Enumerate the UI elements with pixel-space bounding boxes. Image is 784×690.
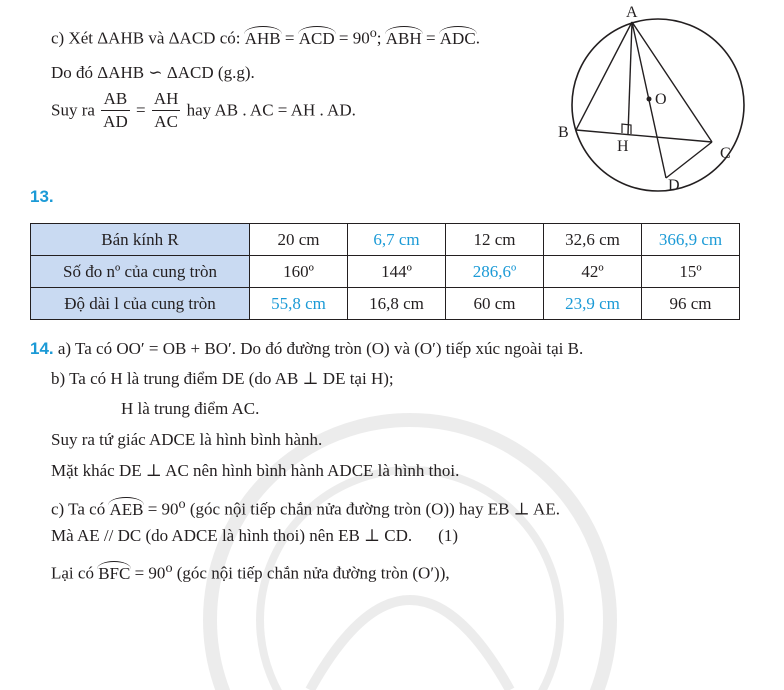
- similar-triangles-line: Do đó ΔAHB ∽ ΔACD (g.g).: [51, 63, 255, 82]
- label-c: C: [720, 145, 731, 162]
- table-row: [31, 224, 740, 256]
- table-cell: 60 cm: [446, 288, 544, 320]
- row-header: Độ dài l của cung tròn: [31, 288, 250, 320]
- table-cell: 6,7 cm: [348, 224, 446, 256]
- part-c-line: c) Xét ΔAHB và ΔACD có: AHB = ACD = $90^o$; ABH = ADC.: [51, 25, 480, 48]
- label-a: A: [626, 4, 638, 21]
- table-cell: 16,8 cm: [348, 288, 446, 320]
- exercise-14-line-a: 14. a) Ta có OO′ = OB + BO′. Do đó đường tròn (O) và (O′) tiếp xúc ngoài tại B.: [30, 339, 584, 358]
- exercise-13-number: 13.: [30, 187, 54, 206]
- label-b: B: [558, 124, 569, 141]
- segment-bc: [576, 130, 712, 142]
- exercise-14-line-d: Mà AE // DC (do ADCE là hình thoi) nên EB ⊥ CD. (1): [51, 526, 458, 545]
- table-cell: 144º: [348, 256, 446, 288]
- table-cell: 55,8 cm: [250, 288, 348, 320]
- row-header: Số đo nº của cung tròn: [31, 256, 250, 288]
- segment-ac: [632, 22, 712, 142]
- table-cell: 42º: [544, 256, 642, 288]
- right-angle-mark: [622, 124, 631, 134]
- exercise-14-line-c: c) Ta có AEB = $90^o$ (góc nội tiếp chắn nửa đường tròn (O)) hay EB ⊥ AE.: [51, 496, 560, 519]
- label-d: D: [668, 177, 680, 194]
- table-cell: 96 cm: [642, 288, 740, 320]
- table-cell: 15º: [642, 256, 740, 288]
- table-cell: 286,6º: [446, 256, 544, 288]
- label-h: H: [617, 138, 629, 155]
- table-cell: 12 cm: [446, 224, 544, 256]
- exercise-14-line-b: b) Ta có H là trung điểm DE (do AB ⊥ DE tại H);: [51, 369, 394, 388]
- arc-abh: ABH: [385, 28, 422, 48]
- exercise-14-line-b4: Mặt khác DE ⊥ AC nên hình bình hành ADCE là hình thoi.: [51, 461, 460, 480]
- table-cell: 32,6 cm: [544, 224, 642, 256]
- circle-figure: [548, 0, 784, 200]
- segment-ah: [628, 22, 632, 134]
- exercise-14-line-b2: H là trung điểm AC.: [121, 399, 260, 418]
- row-header: Bán kính R: [31, 224, 250, 256]
- fraction-ab-ad: $\frac{AB}{AD}$: [103, 89, 128, 131]
- exercise-14-line-e: Lại có BFC = $90^o$ (góc nội tiếp chắn nửa đường tròn (O′)),: [51, 560, 450, 583]
- exercise-14-number: 14.: [30, 339, 54, 358]
- center-point-o: [647, 97, 652, 102]
- table-cell: 366,9 cm: [642, 224, 740, 256]
- table-row: [31, 288, 740, 320]
- ratio-line: Suy ra $\frac{AB}{AD}$ = $\frac{AH}{AC}$ hay AB . AC = AH . AD.: [51, 89, 356, 131]
- table-cell: 160º: [250, 256, 348, 288]
- arc-ahb: AHB: [244, 28, 281, 48]
- fraction-ah-ac: $\frac{AH}{AC}$: [153, 89, 179, 131]
- arc-aeb: AEB: [109, 499, 144, 519]
- table-cell: 20 cm: [250, 224, 348, 256]
- equation-mark: (1): [438, 526, 458, 545]
- arc-bfc: BFC: [98, 563, 131, 583]
- arc-adc: ADC: [439, 28, 476, 48]
- arc-acd: ACD: [298, 28, 335, 48]
- exercise-14-line-b3: Suy ra tứ giác ADCE là hình bình hành.: [51, 430, 323, 449]
- table-row: [31, 256, 740, 288]
- table-cell: 23,9 cm: [544, 288, 642, 320]
- segment-cd: [666, 142, 712, 178]
- label-o: O: [655, 91, 667, 108]
- arc-length-table: [30, 223, 740, 320]
